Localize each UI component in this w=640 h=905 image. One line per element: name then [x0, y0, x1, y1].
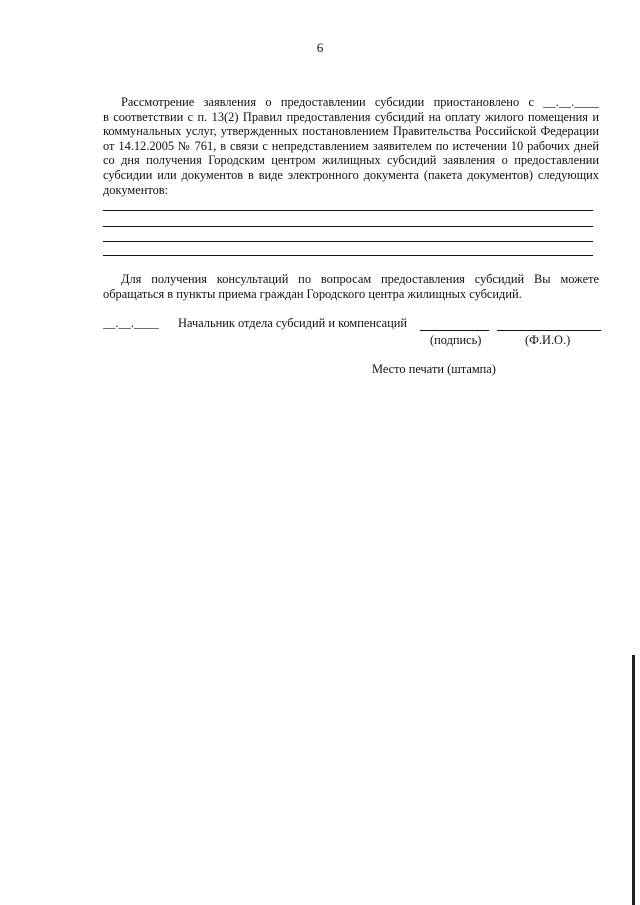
signature-line: [420, 330, 489, 331]
name-caption: (Ф.И.О.): [525, 333, 571, 347]
suspension-first-line: Рассмотрение заявления о предоставлении субсидии приостановлено с __.__.____: [121, 95, 599, 109]
official-title: Начальник отдела субсидий и компенсаций: [178, 316, 408, 330]
suspension-body: в соответствии с п. 13(2) Правил предоставления субсидий на оплату жилого помещения и коммунальных услуг, утвержденных постановлением Правительства Российской Федерации от 14.12.2005 № 761, в связи с непредставлением заявителем по истечении 10 рабочих дней со дня получения Городским центром жилищных субсидий заявления о предоставлении субсидии или документов в виде электронного документа (пакета документов) следующих документов:: [103, 109, 599, 197]
documents-list-line-4: [103, 255, 593, 256]
scan-edge-mark: [632, 655, 635, 905]
signature-date-placeholder: __.__.____: [103, 316, 159, 330]
page-number: 6: [316, 40, 324, 55]
signature-caption: (подпись): [430, 333, 482, 347]
consultation-paragraph: Для получения консультаций по вопросам предоставления субсидий Вы можете обращаться в пункты приема граждан Городского центра жилищных субсидий.: [103, 272, 599, 301]
signature-block: [103, 316, 603, 332]
documents-list-line-3: [103, 241, 593, 242]
suspension-paragraph: [103, 95, 599, 197]
name-line: [497, 330, 601, 331]
documents-list-line-2: [103, 226, 593, 227]
stamp-place-label: Место печати (штампа): [372, 362, 496, 376]
documents-list-line-1: [103, 210, 593, 211]
